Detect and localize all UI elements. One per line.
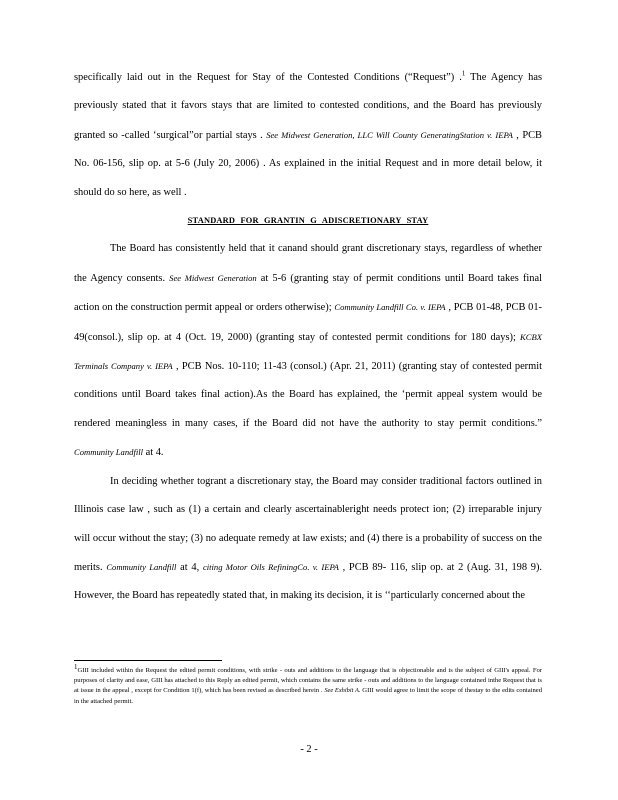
text-run: , PCB 89- 116, slip op. at 2 (Aug. 31, 198 9). However, the Board has repeatedly stated that, in making its decision, it is ‘‘particularly concerned about the [74, 561, 543, 602]
text-run: at 5-6 (granting stay of permit conditions until Board takes final action on the construction permit appeal or orders otherwise); [74, 272, 542, 314]
footnote-reference: 1 [461, 69, 466, 78]
case-citation: Community Landfill [106, 561, 177, 572]
footnote-divider [74, 660, 222, 661]
footnote-mark: 1 [74, 662, 78, 671]
text-run: , PCB 01-48, PCB 01-49(consol.), slip op. at 4 (Oct. 19, 2000) (granting stay of contested permit conditions for 180 days); [74, 302, 542, 343]
footnote [74, 662, 542, 707]
footnote-text: GIII included within the Request the edited permit conditions, with strike - outs and additions to the language that is objectionable and is the subject of GIII's appeal. For purposes of clarity and ease, GIII has attached to this Reply an edited permit, which contains the same strike - outs and additions to the language contained inthe Request that is at issue in the appeal , except for Condition 1(f), which has been revised as described herein . [74, 667, 542, 695]
text-run: at 4, [176, 561, 203, 573]
case-citation: Community Landfill [74, 447, 143, 458]
text-run: The Agency has previously stated that it favors stays that are limited to contested conditions, and the Board has previously granted so -called ‘surgical”or partial stays . [74, 72, 542, 141]
case-citation: See Midwest Generation [169, 272, 257, 283]
case-citation: KCBX Terminals Company v. IEPA [74, 331, 542, 372]
footnote-text: GIII would agree to limit the scope of thestay to the edits contained in the attached permit. [74, 687, 542, 705]
body-text [74, 64, 542, 611]
text-run: , PCB Nos. 10-110; 11-43 (consol.) (Apr. 21, 2011) (granting stay of contested permit conditions until Board takes final action).As the Board has explained, the ‘permit appeal system would be rendered meaningless in many cases, if the Board did not have the authority to stay permit conditions.” [74, 361, 542, 429]
paragraph-1 [74, 64, 542, 207]
footnote-citation: See Exhibit A. [324, 687, 361, 695]
text-run: specifically laid out in the Request for Stay of the Contested Conditions (“Request”) . [74, 72, 462, 83]
case-citation: Community Landfill Co. v. IEPA [334, 302, 446, 313]
text-run: , PCB No. 06-156, slip op. at 5-6 (July 20, 2006) . As explained in the initial Request and in more detail below, it should do so here, as well . [74, 129, 542, 198]
section-heading: STANDARD FOR GRANTIN G ADISCRETIONARY STAY [187, 216, 429, 226]
page-number: - 2 - [300, 744, 318, 755]
paragraph-2 [74, 235, 542, 467]
text-run: at 4. [143, 447, 164, 459]
paragraph-3 [74, 468, 542, 611]
text-run: In deciding whether togrant a discretionary stay, the Board may consider traditional factors outlined in Illinois case law , such as (1) a certain and clearly ascertainableright needs protect ion; (2) irreparable injury will occur without the stay; (3) no adequate remedy at law exists; and (4) there is a probability of success on the merits. [74, 475, 542, 573]
text-run: The Board has consistently held that it canand should grant discretionary stays, regardless of whether the Agency consents. [74, 243, 542, 284]
case-citation: citing Motor Oils RefiningCo. v. IEPA [202, 561, 339, 572]
case-citation: See Midwest Generation, LLC Will County GeneratingStation v. IEPA [266, 129, 513, 140]
